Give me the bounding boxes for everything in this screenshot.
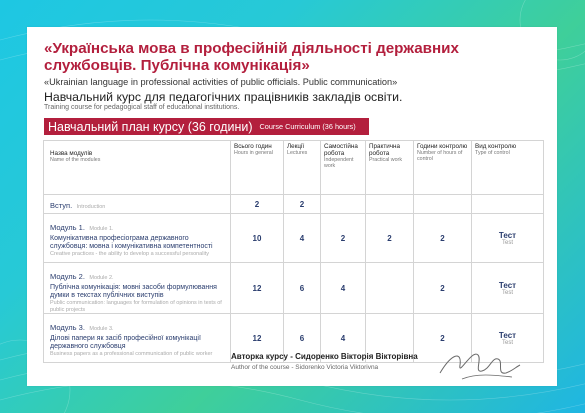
header-control-type: Вид контролю Type of control [472,141,544,195]
header-total-hours: Всього годин Hours in general [231,141,284,195]
course-description: Навчальний курс для педагогічних працівників закладів освіти. [44,90,403,104]
course-description-en: Training course for pedagogical staff of educational institutions. [44,104,240,111]
module-2-total: 12 [231,263,284,314]
header-practical: Практична робота Practical work [366,141,414,195]
header-control-hours: Години контролю Number of hours of control [414,141,472,195]
module-3-total: 12 [231,314,284,363]
module-2-lectures: 6 [284,263,321,314]
module-3-lectures: 6 [284,314,321,363]
module-2-control-type: Тест Test [472,263,544,314]
module-1-control-type: Тест Test [472,214,544,263]
table-row-intro [44,195,544,214]
module-1-independent: 2 [321,214,366,263]
module-3-independent: 4 [321,314,366,363]
certificate-card [27,27,557,386]
curriculum-title: Навчальний план курсу (36 години) [48,119,253,134]
module-3-control-type: Тест Test [472,314,544,363]
header-modules: Назва модулів Name of the modules [44,141,231,195]
table-row-module-1 [44,214,544,263]
header-lectures: Лекції Lectures [284,141,321,195]
intro-lectures: 2 [284,195,321,214]
intro-label: Вступ. Introduction [44,195,231,214]
module-1-practical: 2 [366,214,414,263]
curriculum-banner [44,118,369,135]
module-1-label: Модуль 1. Module 1. Комунікативна професіограма державного службовця: мовна і комунікативна компетентності Creative practices - the ability to develop a successful personality [44,214,231,263]
course-title-en: «Ukrainian language in professional activities of public officials. Public communication» [44,77,398,87]
module-2-practical [366,263,414,314]
module-2-independent: 4 [321,263,366,314]
module-2-control-hours: 2 [414,263,472,314]
curriculum-table-wrap [43,140,543,363]
signature-image [432,343,522,387]
intro-total: 2 [231,195,284,214]
header-independent: Самостійна робота Independent work [321,141,366,195]
author-name: Авторка курсу - Сидоренко Вікторія Вікторівна [231,352,418,361]
module-3-label: Модуль 3. Module 3. Ділові папери як засіб професійної комунікації державного службовця Business papers as a professional communication of public worker [44,314,231,363]
curriculum-title-en: Course Curriculum (36 hours) [259,122,356,131]
module-3-control-hours: 2 [414,314,472,363]
curriculum-table [43,140,544,363]
author-name-en: Author of the course - Sidorenko Victoria Viktorivna [231,364,379,371]
module-1-lectures: 4 [284,214,321,263]
course-title: «Українська мова в професійній діяльності державних службовців. Публічна комунікація» [44,40,459,74]
table-header-row [44,141,544,195]
module-2-label: Модуль 2. Module 2. Публічна комунікація: мовні засоби формулювання думки в текстах публічних виступів Public communication: languages for formulation of opinions in texts of public projects [44,263,231,314]
table-row-module-2 [44,263,544,314]
module-1-total: 10 [231,214,284,263]
module-1-control-hours: 2 [414,214,472,263]
